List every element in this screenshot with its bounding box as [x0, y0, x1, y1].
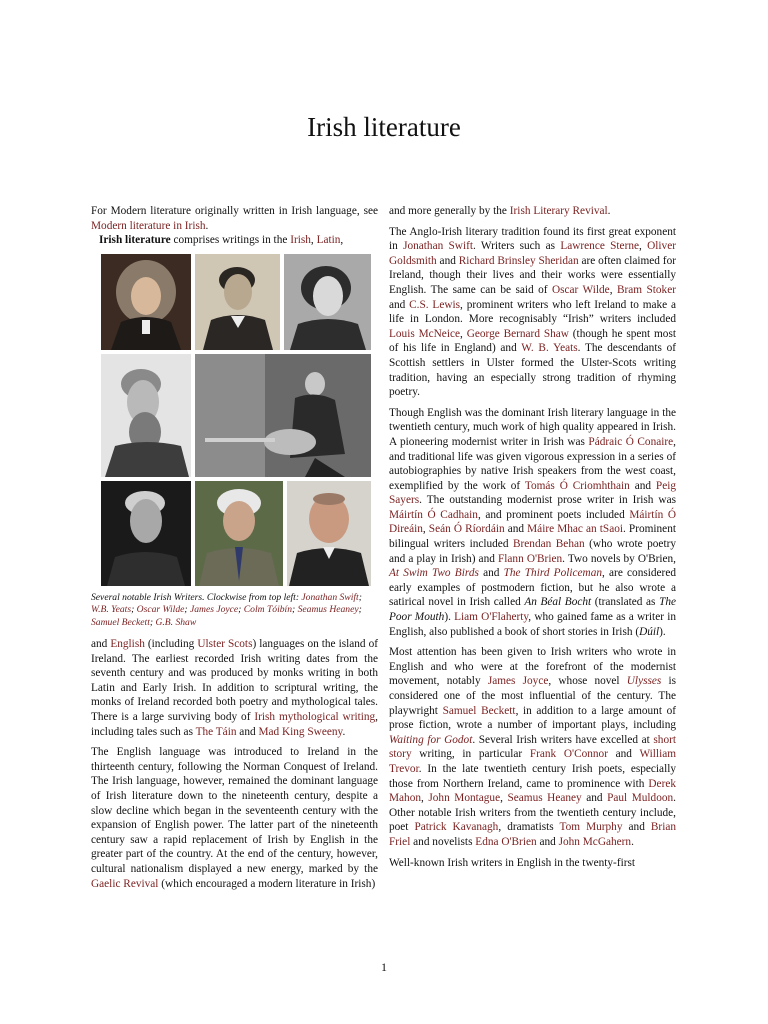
text: Though English was the dominant Irish literary language in the twentieth century, much work of high quality appeared in Irish. A pioneering modernist writer in Irish was: [389, 406, 676, 448]
text: , and prominent poets included: [477, 508, 630, 521]
writers-photo-collage: [95, 254, 371, 586]
portrait-image: [195, 481, 283, 586]
text: ;: [238, 604, 244, 616]
text: and: [629, 479, 656, 492]
link-frank-oconnor[interactable]: Frank O'Connor: [529, 748, 608, 761]
link-jonathan-swift[interactable]: Jonathan Swift: [403, 240, 474, 253]
text: ,: [500, 792, 508, 805]
text: .: [607, 205, 611, 217]
link-the-tain[interactable]: The Táin: [195, 725, 237, 738]
link-derek-mahon[interactable]: Derek Mahon: [389, 777, 676, 805]
text: .: [631, 835, 634, 848]
text: . Writers such as: [473, 240, 561, 253]
text: ;: [131, 604, 137, 616]
text: ;: [184, 604, 190, 616]
link-patrick-kavanagh[interactable]: Patrick Kavanagh: [414, 821, 499, 834]
link-oliver-goldsmith[interactable]: Oliver Goldsmith: [389, 240, 676, 267]
caption-link-joyce[interactable]: James Joyce: [189, 604, 239, 616]
text: comprises writings in the: [170, 234, 291, 247]
title-the-poor-mouth: The Poor Mouth: [389, 596, 677, 624]
right-column: [389, 204, 676, 876]
link-edna-obrien[interactable]: Edna O'Brien: [475, 835, 537, 848]
text: Well-known Irish writers in English in the twenty-first: [389, 856, 636, 869]
title-duil: Dúil: [639, 625, 660, 638]
text: ).: [444, 611, 455, 624]
text: The English language was introduced to Ireland in the thirteenth century, following the Norman Conquest of Ireland. The Irish language, however, remained the dominant language of Irish literature down to the nineteenth century, despite a slow decline which began in the seventeenth century with the expansion of English power. The latter part of the nineteenth century saw a rapid replacement of Irish by English in the greater part of the country. At the end of the century, however, cultural nationalism displayed a new energy, marked by the: [91, 746, 378, 875]
link-irish[interactable]: Irish: [290, 234, 311, 247]
text: ,: [310, 234, 317, 247]
text: For Modern literature originally written in Irish language, see: [91, 205, 378, 217]
link-at-swim-two-birds[interactable]: At Swim Two Birds: [389, 567, 479, 580]
title-an-beal-bocht: An Béal Bocht: [524, 596, 592, 609]
link-the-third-policeman[interactable]: The Third Policeman: [503, 567, 602, 580]
link-john-montague[interactable]: John Montague: [428, 792, 501, 805]
portrait-image: [195, 354, 371, 477]
text: .: [342, 725, 346, 738]
link-ulster-scots[interactable]: Ulster Scots: [197, 638, 253, 650]
photo-wilde[interactable]: [284, 254, 371, 350]
link-gaelic-revival[interactable]: Gaelic Revival: [91, 877, 159, 890]
text: Several notable Irish Writers. Clockwise from top left:: [91, 591, 302, 603]
portrait-image: [101, 254, 191, 350]
link-louis-mcneice[interactable]: Louis McNeice: [389, 327, 460, 340]
text: , whose novel: [548, 675, 627, 688]
text: , prominent writers who left Ireland to make a life in London. More recognisably “Irish” writers included: [389, 298, 677, 326]
link-maire-mhac-an-tsaoi[interactable]: Máire Mhac an tSaoi: [527, 523, 623, 536]
text: and: [581, 792, 608, 805]
photo-joyce[interactable]: [195, 354, 371, 477]
text: , are considered early examples of postmodern fiction, but he also wrote a satirical novel in Irish called: [389, 567, 676, 609]
link-james-joyce[interactable]: James Joyce: [487, 675, 549, 688]
link-modern-literature-in-irish[interactable]: Modern literature in Irish: [91, 219, 206, 232]
link-bram-stoker[interactable]: Bram Stoker: [616, 283, 676, 296]
intro-paragraph: [91, 233, 378, 248]
link-latin[interactable]: Latin: [316, 234, 341, 247]
link-seamus-heaney[interactable]: Seamus Heaney: [507, 792, 582, 805]
paragraph-twentieth-century-irish: [389, 406, 676, 640]
link-samuel-beckett[interactable]: Samuel Beckett: [442, 704, 516, 717]
link-peig-sayers[interactable]: Peig Sayers: [389, 479, 676, 507]
link-george-bernard-shaw[interactable]: George Bernard Shaw: [466, 327, 569, 340]
text: . Several Irish writers have excelled at: [472, 733, 654, 746]
link-brian-friel[interactable]: Brian Friel: [389, 821, 676, 848]
link-irish-mythological-writing[interactable]: Irish mythological writing: [254, 710, 376, 723]
text: and: [607, 748, 640, 761]
caption-link-wilde[interactable]: Oscar Wilde: [136, 604, 185, 616]
link-john-mcgahern[interactable]: John McGahern: [558, 835, 632, 848]
text: and: [504, 523, 528, 536]
photo-beckett[interactable]: [101, 481, 191, 586]
caption-link-toibin[interactable]: Colm Tóibín: [243, 604, 293, 616]
image-caption: [91, 592, 378, 629]
article-subject: Irish literature: [99, 234, 171, 247]
text: (who wrote poetry and a play in Irish) and: [389, 538, 676, 565]
text: ,: [340, 234, 344, 247]
text: ,: [609, 283, 617, 296]
portrait-image: [101, 354, 191, 477]
text: (translated as: [591, 596, 660, 609]
link-padraic-o-conaire[interactable]: Pádraic Ó Conaire: [588, 435, 674, 448]
link-william-trevor[interactable]: William Trevor: [389, 748, 677, 775]
hatnote: [91, 204, 378, 233]
text: ;: [358, 604, 362, 616]
portrait-image: [195, 254, 280, 350]
paragraph-twenty-first-century: [389, 856, 676, 871]
caption-link-beckett[interactable]: Samuel Beckett: [91, 616, 150, 628]
paragraph-revival-cont: [389, 204, 676, 219]
link-brendan-behan[interactable]: Brendan Behan: [512, 538, 585, 551]
link-paul-muldoon[interactable]: Paul Muldoon: [607, 792, 674, 805]
text: , in addition to a large amount of prose fiction, wrote a number of important plays, including: [389, 704, 676, 732]
text: and novelists: [410, 835, 476, 848]
link-flann-obrien[interactable]: Flann O'Brien: [497, 552, 563, 565]
link-mairtin-o-direain[interactable]: Máirtín Ó Direáin: [389, 508, 677, 536]
text: ).: [659, 625, 666, 638]
page-number: 1: [381, 960, 387, 974]
text: is considered one of the most influential of the century. The playwright: [389, 675, 677, 717]
text: and more generally by the: [389, 205, 510, 217]
text: The Anglo-Irish literary tradition found its first great exponent in: [389, 225, 676, 253]
paragraph-languages: [91, 637, 378, 739]
text: ,: [422, 523, 429, 536]
link-short-story[interactable]: short story: [389, 733, 677, 761]
text: ) languages on the island of Ireland. The earliest recorded Irish writing dates from the seventh century and was produced by monks writing in both Latin and Early Irish. In addition to scriptural writing, the monks of Ireland recorded both poetry and mythological tales. There is a large surviving body of: [91, 638, 378, 723]
text: . Prominent bilingual writers included: [389, 523, 676, 551]
link-mairtin-o-cadhain[interactable]: Máirtín Ó Cadhain: [389, 508, 478, 521]
portrait-image: [101, 481, 191, 586]
link-mad-king-sweeny[interactable]: Mad King Sweeny: [258, 725, 343, 738]
link-waiting-for-godot[interactable]: Waiting for Godot: [389, 733, 473, 746]
left-column: [91, 204, 378, 897]
text: . In the late twentieth century Irish poets, especially those from Northern Ireland, came to prominence with: [389, 762, 676, 790]
link-tom-murphy[interactable]: Tom Murphy: [559, 821, 623, 834]
paragraph-modernism: [389, 645, 676, 849]
portrait-image: [287, 481, 371, 586]
text: and: [91, 638, 111, 650]
link-tomas-o-criomhthain[interactable]: Tomás Ó Criomhthain: [524, 479, 630, 492]
photo-toibin[interactable]: [287, 481, 371, 586]
text: , dramatists: [498, 821, 560, 834]
portrait-image: [284, 254, 371, 350]
page-title: Irish literature: [307, 112, 461, 142]
photo-yeats[interactable]: [195, 254, 280, 350]
text: . Two novels by O'Brien,: [562, 552, 676, 565]
caption-link-swift[interactable]: Jonathan Swift: [301, 591, 359, 603]
text: .: [205, 219, 209, 232]
link-oscar-wilde[interactable]: Oscar Wilde: [551, 283, 610, 296]
caption-link-shaw[interactable]: G.B. Shaw: [155, 616, 197, 628]
text: ,: [639, 240, 648, 253]
text: and: [236, 725, 259, 738]
text: ;: [358, 591, 362, 603]
text: . The outstanding modernist prose writer in Irish was: [419, 494, 676, 507]
link-liam-oflaherty[interactable]: Liam O'Flaherty: [454, 611, 529, 624]
caption-link-heaney[interactable]: Seamus Heaney: [297, 604, 359, 616]
photo-swift[interactable]: [101, 254, 191, 350]
text: . The descendants of Scottish settlers in Ulster formed the Ulster-Scots writing tradition, having an especially strong tradition of rhyming poetry.: [389, 342, 676, 399]
text: and: [622, 821, 651, 834]
link-lawrence-sterne[interactable]: Lawrence Sterne: [560, 240, 639, 253]
photo-shaw[interactable]: [101, 354, 191, 477]
text: are often claimed for Ireland, though their lives and their works were essentially English. The same can be said of: [389, 254, 676, 296]
text: , including tales such as: [91, 710, 378, 738]
text: writing, in particular: [411, 748, 530, 761]
text: (though he spent most of his life in England) and: [389, 327, 676, 355]
text: , and traditional life was given vigorous expression in a series of autobiographies by native Irish speakers from the west coast, exemplified by the work of: [389, 435, 676, 492]
text: (which encouraged a modern literature in Irish): [158, 877, 376, 890]
text: and: [389, 298, 410, 311]
link-sean-o-riordain[interactable]: Seán Ó Ríordáin: [428, 523, 505, 536]
text: ;: [149, 616, 156, 628]
caption-link-yeats[interactable]: W.B. Yeats: [91, 604, 132, 616]
text: . Other notable Irish writers from the twentieth century include, poet: [389, 792, 676, 834]
link-richard-brinsley-sheridan[interactable]: Richard Brinsley Sheridan: [458, 254, 579, 267]
text: and: [436, 254, 459, 267]
link-cs-lewis[interactable]: C.S. Lewis: [409, 298, 461, 311]
link-english[interactable]: English: [110, 638, 145, 650]
text: ;: [292, 604, 298, 616]
text: , who gained fame as a writer in English, also published a book of short stories in Irish (: [389, 611, 676, 638]
text: (including: [144, 638, 198, 650]
link-wb-yeats[interactable]: W. B. Yeats: [521, 342, 578, 355]
paragraph-english-language: [91, 745, 378, 891]
text: and: [536, 835, 559, 848]
text: ,: [460, 327, 467, 340]
photo-heaney[interactable]: [195, 481, 283, 586]
paragraph-anglo-irish: [389, 225, 676, 400]
text: and: [478, 567, 504, 580]
text: Most attention has been given to Irish writers who wrote in English and who were at the forefront of the modernist movement, notably: [389, 646, 676, 688]
link-irish-literary-revival[interactable]: Irish Literary Revival: [509, 205, 608, 217]
text: ,: [421, 792, 429, 805]
link-ulysses[interactable]: Ulysses: [626, 675, 662, 688]
